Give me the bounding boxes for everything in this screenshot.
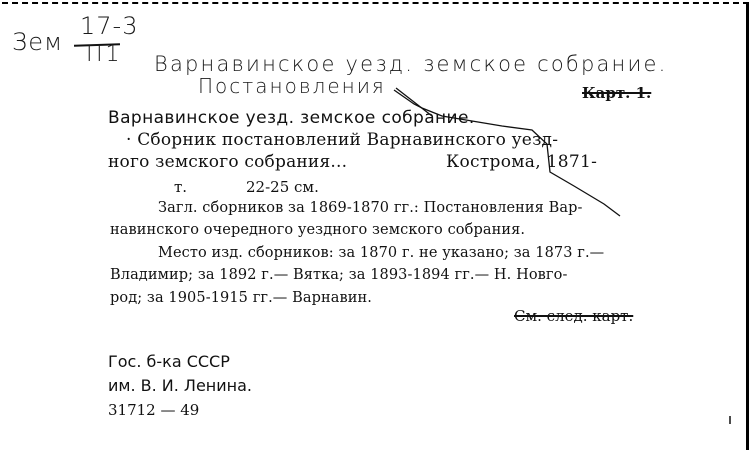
- see-next-card: См. след. карт.: [514, 307, 634, 325]
- library-number: 31712 — 49: [108, 401, 200, 419]
- handwritten-heading: Варнавинское уезд. земское собрание.: [154, 52, 668, 76]
- shelfmark-prefix: Зем: [12, 28, 64, 56]
- title-imprint: Кострома, 1871-: [446, 152, 598, 172]
- physical-size: 22-25 см.: [246, 178, 319, 196]
- catalog-card: [2, 2, 749, 450]
- shelfmark-numerator: 17-3: [80, 12, 139, 40]
- note-place-line-2: Владимир; за 1892 г.— Вятка; за 1893-1894 гг.— Н. Новго-: [110, 267, 568, 283]
- pen-line-diagonal: [394, 90, 620, 216]
- library-name: Гос. б-ка СССР: [108, 352, 230, 371]
- card-number: Карт. 1.: [582, 84, 652, 102]
- title-line-2: ного земского собрания...: [108, 152, 348, 172]
- physical-volumes: т.: [174, 178, 188, 196]
- title-line-1: · Сборник постановлений Варнавинского уезд-: [126, 130, 559, 150]
- pen-line-underline: [396, 88, 432, 116]
- note-place-line-3: род; за 1905-1915 гг.— Варнавин.: [110, 290, 373, 306]
- pen-marks: [2, 4, 746, 450]
- note-title-line-2: навинского очередного уездного земского собрания.: [110, 222, 526, 238]
- shelfmark-denominator: П1: [86, 42, 123, 67]
- note-place-line-1: Место изд. сборников: за 1870 г. не указано; за 1873 г.—: [158, 245, 605, 261]
- handwritten-subheading: Постановления: [198, 74, 386, 98]
- main-heading: Варнавинское уезд. земское собрание.: [108, 108, 475, 128]
- note-title-line-1: Загл. сборников за 1869-1870 гг.: Постановления Вар-: [158, 200, 583, 216]
- library-subname: им. В. И. Ленина.: [108, 376, 253, 395]
